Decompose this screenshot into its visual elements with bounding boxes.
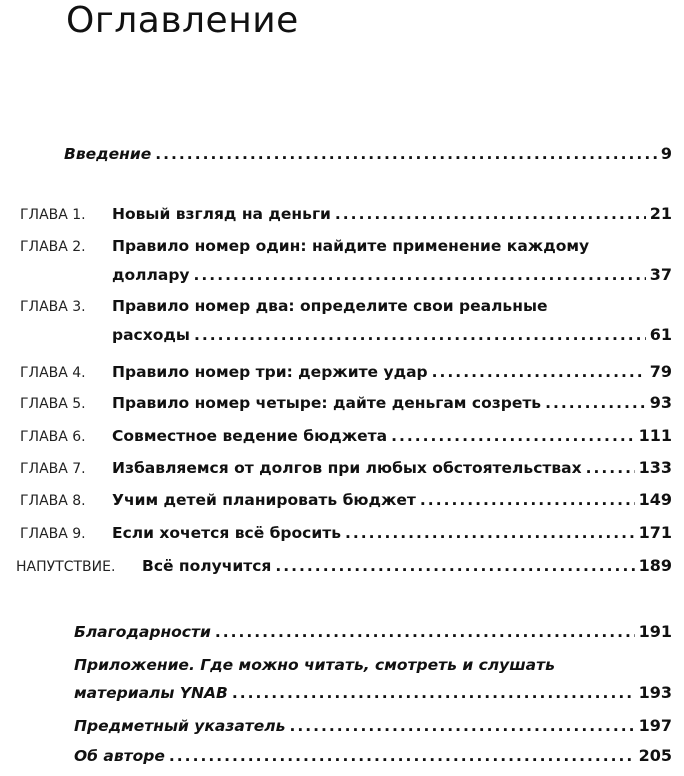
toc-page-number: 191 (638, 622, 672, 641)
toc-entry-text: Благодарности (74, 623, 211, 641)
leader-dots (232, 680, 635, 707)
toc-entry-acknowledgements[interactable] (0, 618, 684, 646)
chapter-label: ГЛАВА 4. (20, 365, 86, 381)
toc-page-number: 197 (638, 716, 672, 735)
toc-entry-chapter-8[interactable] (0, 486, 684, 515)
chapter-label: ГЛАВА 9. (20, 526, 86, 542)
toc-entry-text-continued: расходы (112, 326, 190, 344)
toc-entry-text: Всё получится (142, 557, 272, 575)
toc-entry-text: Об авторе (74, 747, 165, 765)
page-title: Оглавление (66, 0, 299, 41)
toc-page-number: 193 (638, 683, 672, 702)
leader-dots (335, 201, 646, 228)
leader-dots (194, 322, 646, 349)
toc-entry-text: Учим детей планировать бюджет (112, 491, 416, 509)
toc-entry-text: Правило номер три: держите удар (112, 363, 428, 381)
toc-page-number: 79 (649, 362, 672, 381)
leader-dots (275, 553, 634, 580)
leader-dots (215, 619, 635, 646)
leader-dots (391, 423, 635, 450)
chapter-label: ГЛАВА 6. (20, 429, 86, 445)
toc-entry-text: Совместное ведение бюджета (112, 427, 388, 445)
toc-entry-intro[interactable] (0, 140, 684, 168)
leader-dots (345, 520, 635, 547)
toc-entry-text: Правило номер два: определите свои реальные (112, 297, 548, 315)
toc-entry-text: Приложение. Где можно читать, смотреть и слушать (74, 656, 555, 674)
leader-dots (420, 487, 635, 514)
toc-entry-text: Если хочется всё бросить (112, 524, 342, 542)
toc-entry-text: Предметный указатель (74, 717, 286, 735)
toc-entry-index[interactable] (0, 712, 684, 740)
chapter-label: ГЛАВА 3. (20, 299, 86, 315)
leader-dots (432, 359, 646, 386)
chapter-label: ГЛАВА 1. (20, 207, 86, 223)
toc-page-number: 111 (638, 426, 672, 445)
toc-entry-text-continued: доллару (112, 266, 190, 284)
toc-entry-afterword[interactable] (0, 552, 684, 581)
toc-page-number: 93 (649, 393, 672, 412)
toc-page-number: 61 (649, 325, 672, 344)
leader-dots (289, 713, 634, 740)
leader-dots (545, 390, 646, 417)
toc-page-number: 133 (638, 458, 672, 477)
toc-entry-chapter-7[interactable] (0, 454, 684, 483)
toc-entry-text-continued: материалы YNAB (74, 684, 228, 702)
toc-entry-chapter-5[interactable] (0, 389, 684, 418)
toc-entry-text: Правило номер один: найдите применение каждому (112, 237, 590, 255)
toc-page-number: 205 (638, 746, 672, 765)
toc-page-number: 149 (638, 490, 672, 509)
toc-entry-text: Избавляемся от долгов при любых обстоятельствах (112, 459, 582, 477)
leader-dots (586, 455, 635, 482)
chapter-label: ГЛАВА 8. (20, 493, 86, 509)
chapter-label: ГЛАВА 7. (20, 461, 86, 477)
toc-page-number: 189 (638, 556, 672, 575)
toc-entry-text: Введение (64, 145, 152, 163)
toc-entry-chapter-6[interactable] (0, 422, 684, 451)
toc-entry-about-author[interactable] (0, 742, 684, 770)
toc-page-number: 37 (649, 265, 672, 284)
chapter-label: ГЛАВА 5. (20, 396, 86, 412)
toc-page-number: 171 (638, 523, 672, 542)
toc-page-number: 9 (660, 144, 672, 163)
leader-dots (169, 743, 635, 770)
toc-entry-appendix[interactable] (0, 652, 684, 707)
toc-entry-text: Правило номер четыре: дайте деньгам созреть (112, 394, 542, 412)
leader-dots (155, 141, 657, 168)
toc-entry-text: Новый взгляд на деньги (112, 205, 331, 223)
toc-entry-chapter-2[interactable] (0, 233, 684, 289)
toc-page-number: 21 (649, 204, 672, 223)
toc-entry-chapter-1[interactable] (0, 200, 684, 229)
toc-entry-chapter-9[interactable] (0, 519, 684, 548)
leader-dots (194, 262, 646, 289)
toc-entry-chapter-3[interactable] (0, 293, 684, 349)
toc-entry-chapter-4[interactable] (0, 358, 684, 387)
chapter-label: ГЛАВА 2. (20, 239, 86, 255)
afterword-label: НАПУТСТВИЕ. (16, 559, 116, 575)
